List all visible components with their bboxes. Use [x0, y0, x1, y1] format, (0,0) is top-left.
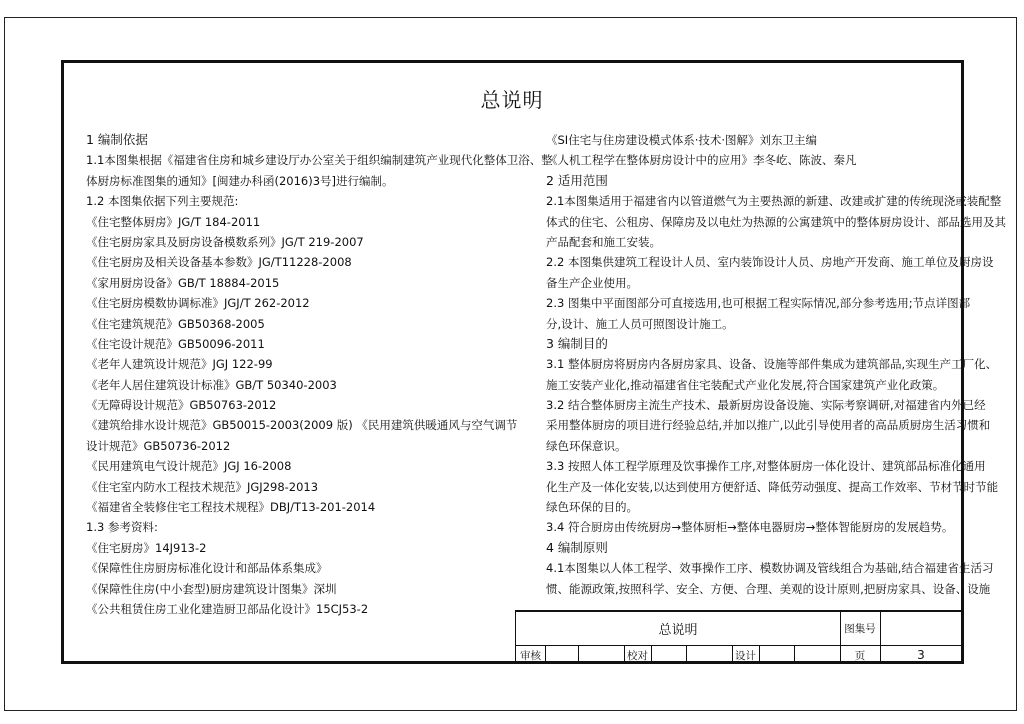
title-block-divider [759, 645, 760, 664]
text-line: 《老年人居住建筑设计标准》GB/T 50340-2003 [86, 377, 337, 392]
text-line: 《家用厨房设备》GB/T 18884-2015 [86, 275, 280, 290]
title-block-name: 总说明 [658, 623, 698, 638]
text-line: 3.3 按照人体工程学原理及饮事操作工序,对整体厨房一体化设计、建筑部品标准化通用 [546, 459, 986, 474]
title-block-divider [686, 645, 687, 664]
text-line: 2 适用范围 [546, 172, 608, 188]
review-label: 审核 [520, 649, 541, 662]
text-line: 《保障性住房厨房标准化设计和部品体系集成》 [86, 561, 328, 576]
design-label: 设计 [735, 649, 756, 662]
text-line: 《民用建筑电气设计规范》JGJ 16-2008 [86, 459, 292, 474]
text-line: 惯、能源政策,按照科学、安全、方便、合理、美观的设计原则,把厨房家具、设备、设施 [546, 581, 991, 596]
title-block-divider [545, 645, 546, 664]
text-line: 1.1本图集根据《福建省住房和城乡建设厅办公室关于组织编制建筑产业现代化整体卫浴、整 [86, 153, 553, 168]
title-block-divider [651, 645, 652, 664]
right-text-column [546, 130, 1006, 599]
text-line: 《住宅厨房模数协调标准》JGJ/T 262-2012 [86, 296, 310, 311]
text-line: 体厨房标准图集的通知》[闽建办科函(2016)3号]进行编制。 [86, 173, 394, 188]
text-line: 1.3 参考资料: [86, 520, 158, 535]
text-line: 《公共租赁住房工业化建造厨卫部品化设计》15CJ53-2 [86, 601, 369, 616]
text-line: 化生产及一体化安装,以达到使用方便舒适、降低劳动强度、提高工作效率、节材节时节能 [546, 479, 999, 494]
text-line: 4 编制原则 [546, 539, 608, 555]
text-line: 《建筑给排水设计规范》GB50015-2003(2009 版) 《民用建筑供暖通风与空气调节 [86, 418, 518, 433]
text-line: 产品配套和施工安装。 [546, 234, 661, 249]
text-line: 备生产企业使用。 [546, 275, 638, 290]
text-line: 《住宅厨房家具及厨房设备模数系列》JG/T 219-2007 [86, 234, 364, 249]
check-label: 校对 [627, 649, 648, 662]
text-line: 《住宅室内防水工程技术规范》JGJ298-2013 [86, 479, 319, 494]
text-line: 《老年人建筑设计规范》JGJ 122-99 [86, 357, 273, 372]
text-line: 施工安装产业化,推动福建省住宅装配式产业化发展,符合国家建筑产业化政策。 [546, 377, 945, 392]
text-line: 《人机工程学在整体厨房设计中的应用》李冬屹、陈波、秦凡 [546, 153, 857, 168]
text-line: 2.1本图集适用于福建省内以管道燃气为主要热源的新建、改建或扩建的传统现浇或装配整 [546, 194, 1002, 209]
page-label: 页 [854, 649, 866, 662]
text-line: 2.2 本图集供建筑工程设计人员、室内装饰设计人员、房地产开发商、施工单位及厨房设 [546, 255, 994, 270]
text-line: 《住宅建筑规范》GB50368-2005 [86, 316, 265, 331]
text-line: 4.1本图集以人体工程学、效事操作工序、模数协调及管线组合为基础,结合福建省生活习 [546, 561, 994, 576]
text-line: 《住宅厨房》14J913-2 [86, 540, 207, 555]
title-block-divider [578, 645, 579, 664]
text-line: 绿色环保意识。 [546, 438, 627, 453]
atlas-number-label: 图集号 [844, 623, 876, 635]
text-line: 3.4 符合厨房由传统厨房→整体厨柜→整体电器厨房→整体智能厨房的发展趋势。 [546, 520, 954, 535]
text-line: 3.1 整体厨房将厨房内各厨房家具、设备、设施等部件集成为建筑部品,实现生产工厂化、 [546, 357, 998, 372]
text-line: 《住宅厨房及相关设备基本参数》JG/T11228-2008 [86, 255, 352, 270]
left-text-column [86, 130, 553, 619]
text-line: 设计规范》GB50736-2012 [86, 438, 231, 453]
text-line: 1 编制依据 [86, 132, 148, 147]
atlas-number-value [880, 612, 962, 645]
text-line: 3 编制目的 [546, 335, 608, 351]
text-line: 《SI住宅与住房建设模式体系·技术·图解》刘东卫主编 [546, 133, 817, 147]
text-line: 3.2 结合整体厨房主流生产技术、最新厨房设备设施、实际考察调研,对福建省内外已经 [546, 398, 986, 413]
text-line: 《住宅设计规范》GB50096-2011 [86, 336, 265, 351]
text-line: 《福建省全装修住宅工程技术规程》DBJ/T13-201-2014 [86, 500, 376, 515]
text-line: 绿色环保的目的。 [546, 500, 638, 515]
text-line: 分,设计、施工人员可照图设计施工。 [546, 316, 734, 331]
text-line: 采用整体厨房的项目进行经验总结,并加以推广,以此引导使用者的高品质厨房生活习惯和 [546, 418, 991, 433]
text-line: 体式的住宅、公租房、保障房及以电灶为热源的公寓建筑中的整体厨房设计、部品选用及其 [546, 214, 1006, 229]
title-block [515, 610, 962, 664]
page-number: 3 [917, 648, 925, 662]
text-line: 《住宅整体厨房》JG/T 184-2011 [86, 214, 261, 229]
text-line: 1.2 本图集依据下列主要规范: [86, 194, 239, 209]
document-title: 总说明 [480, 88, 544, 112]
text-line: 《保障性住房(中小套型)厨房建筑设计图集》深圳 [86, 581, 337, 596]
title-block-divider [794, 645, 795, 664]
text-line: 《无障碍设计规范》GB50763-2012 [86, 398, 277, 413]
text-line: 2.3 图集中平面图部分可直接选用,也可根据工程实际情况,部分参考选用;节点详图部 [546, 296, 971, 311]
